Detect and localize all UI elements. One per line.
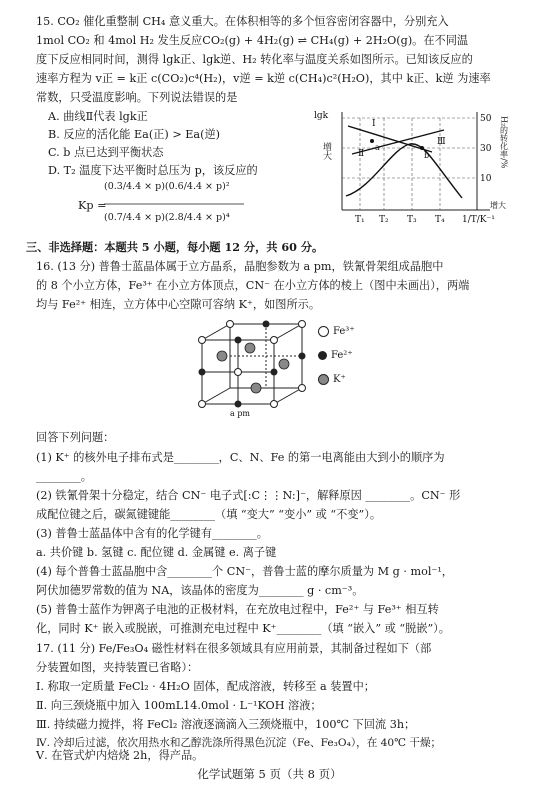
svg-text:T₂: T₂ bbox=[379, 215, 389, 225]
svg-text:(0.3/4.4 × p)(0.6/4.4 × p)²: (0.3/4.4 × p)(0.6/4.4 × p)² bbox=[104, 181, 230, 192]
q16-answer-prompt: 回答下列问题： bbox=[36, 431, 115, 444]
svg-text:Ⅰ: Ⅰ bbox=[372, 119, 376, 129]
svg-text:10: 10 bbox=[480, 174, 492, 184]
q15-line-2: 1mol CO₂ 和 4mol H₂ 发生反应CO₂(g) + 4H₂(g) ⇌ CH₄(g) + 2H₂O(g)。在不同温 bbox=[36, 34, 469, 47]
kp-label: Kp = bbox=[78, 199, 107, 212]
svg-text:T₄: T₄ bbox=[435, 215, 445, 225]
point-a bbox=[370, 139, 374, 143]
svg-text:50: 50 bbox=[480, 114, 492, 124]
q15-figure bbox=[312, 108, 534, 228]
q15-line-3: 度下反应相同时间，测得 lgk正、lgk逆、H₂ 转化率与温度关系如图所示。已知该反应的 bbox=[36, 53, 473, 66]
svg-text:b: b bbox=[424, 151, 430, 160]
q16-sub3-options: a. 共价键 b. 氢键 c. 配位键 d. 金属键 e. 离子键 bbox=[36, 546, 277, 559]
q16-sub2-a: (2) 铁氰骨架十分稳定，结合 CN⁻ 电子式[:C⋮⋮N:]⁻，解释原因 ________。CN⁻ 形 bbox=[36, 489, 461, 502]
svg-text:H₂的转化率/%: H₂的转化率/% bbox=[499, 116, 509, 169]
svg-text:T₁: T₁ bbox=[355, 215, 365, 225]
legend-fe2: Fe²⁺ bbox=[318, 350, 353, 361]
q16-sub1-a: (1) K⁺ 的核外电子排布式是________，C、N、Fe 的第一电离能由大到小的顺序为 bbox=[36, 451, 445, 464]
svg-text:(0.7/4.4 × p)(2.8/4.4 × p)⁴: (0.7/4.4 × p)(2.8/4.4 × p)⁴ bbox=[104, 212, 230, 223]
kp-formula bbox=[104, 176, 254, 234]
q16-sub5-b: 化，同时 K⁺ 嵌入或脱嵌，可推测充电过程中 K⁺________（填 “嵌入” 或 “脱嵌”）。 bbox=[36, 622, 450, 635]
q16-sub1-b: ________。 bbox=[36, 470, 92, 483]
q15-line-1: 15. CO₂ 催化重整制 CH₄ 意义重大。在体积相等的多个恒容密闭容器中，分别充入 bbox=[36, 15, 449, 28]
svg-text:增大: 增大 bbox=[490, 201, 506, 210]
q17-step-1: Ⅰ. 称取一定质量 FeCl₂ · 4H₂O 固体，配成溶液，转移至 a 装置中； bbox=[36, 680, 375, 693]
prussian-blue-unit-cell bbox=[190, 318, 320, 418]
q15-line-5: 常数，只受温度影响。下列说法错误的是 bbox=[36, 91, 238, 104]
svg-text:a: a bbox=[375, 143, 380, 152]
section-3-heading: 三、非选择题：本题共 5 小题，每小题 12 分，共 60 分。 bbox=[26, 240, 324, 254]
q16-sub2-b: 成配位键之后，碳氮键键能________（填 “变大” “变小” 或 “不变”）。 bbox=[36, 508, 382, 521]
q17-step-2: Ⅱ. 向三颈烧瓶中加入 100mL14.0mol · L⁻¹KOH 溶液； bbox=[36, 699, 322, 712]
svg-text:a pm: a pm bbox=[230, 409, 251, 418]
q16-line-1: 16. (13 分) 普鲁士蓝晶体属于立方晶系，晶胞参数为 a pm，铁氰骨架组成晶胞中 bbox=[36, 260, 444, 273]
page-footer: 化学试题第 5 页（共 8 页） bbox=[197, 767, 342, 781]
svg-text:lgk: lgk bbox=[314, 111, 329, 121]
svg-text:1/T/K⁻¹: 1/T/K⁻¹ bbox=[462, 215, 495, 225]
svg-text:Ⅲ: Ⅲ bbox=[437, 137, 446, 147]
q15-option-d: D. T₂ 温度下达平衡时总压为 p，该反应的 bbox=[48, 164, 258, 177]
svg-text:30: 30 bbox=[480, 144, 492, 154]
point-b bbox=[420, 146, 424, 150]
q17-step-5: Ⅴ. 在管式炉内焙烧 2h，得产品。 bbox=[36, 749, 204, 762]
q17-line-1: 17. (11 分) Fe/Fe₃O₄ 磁性材料在很多领域具有应用前景，其制备过程如下（部 bbox=[36, 642, 432, 655]
legend-k: K⁺ bbox=[318, 374, 346, 385]
q16-sub3: (3) 普鲁士蓝晶体中含有的化学键有________。 bbox=[36, 527, 268, 540]
svg-text:Ⅱ: Ⅱ bbox=[358, 149, 365, 159]
q16-line-3: 均与 Fe²⁺ 相连，立方体中心空隙可容纳 K⁺，如图所示。 bbox=[36, 298, 321, 311]
legend-fe3: Fe³⁺ bbox=[318, 326, 355, 337]
q15-line-4: 速率方程为 v正 = k正 c(CO₂)c⁴(H₂)，v逆 = k逆 c(CH₄)c²(H₂O)，其中 k正、k逆 为速率 bbox=[36, 72, 491, 85]
q17-step-4: Ⅳ. 冷却后过滤，依次用热水和乙醇洗涤所得黑色沉淀（Fe、Fe₃O₄），在 40℃ 干燥； bbox=[36, 737, 442, 749]
q16-sub5-a: (5) 普鲁士蓝作为钾离子电池的正极材料，在充放电过程中，Fe²⁺ 与 Fe³⁺ 相互转 bbox=[36, 603, 439, 616]
svg-text:T₃: T₃ bbox=[407, 215, 417, 225]
q17-line-2: 分装置如图，夹持装置已省略）： bbox=[36, 661, 199, 674]
svg-text:增大: 增大 bbox=[321, 142, 331, 160]
q15-option-c: C. b 点已达到平衡状态 bbox=[48, 146, 164, 159]
q15-option-b: B. 反应的活化能 Ea(正) > Ea(逆) bbox=[48, 128, 221, 141]
q16-line-2: 的 8 个小立方体，Fe³⁺ 在小立方体顶点，CN⁻ 在小立方体的棱上（图中未画出），两端 bbox=[36, 279, 470, 292]
q16-sub4-b: 阿伏加德罗常数的值为 NA，该晶体的密度为________ g · cm⁻³。 bbox=[36, 584, 364, 597]
q16-sub4-a: (4) 每个普鲁士蓝晶胞中含________个 CN⁻，普鲁士蓝的摩尔质量为 M g · mol⁻¹， bbox=[36, 565, 453, 578]
q17-step-3: Ⅲ. 持续磁力搅拌，将 FeCl₂ 溶液逐滴滴入三颈烧瓶中，100℃ 下回流 3h； bbox=[36, 718, 416, 731]
q15-option-a: A. 曲线Ⅱ代表 lgk正 bbox=[48, 110, 148, 123]
